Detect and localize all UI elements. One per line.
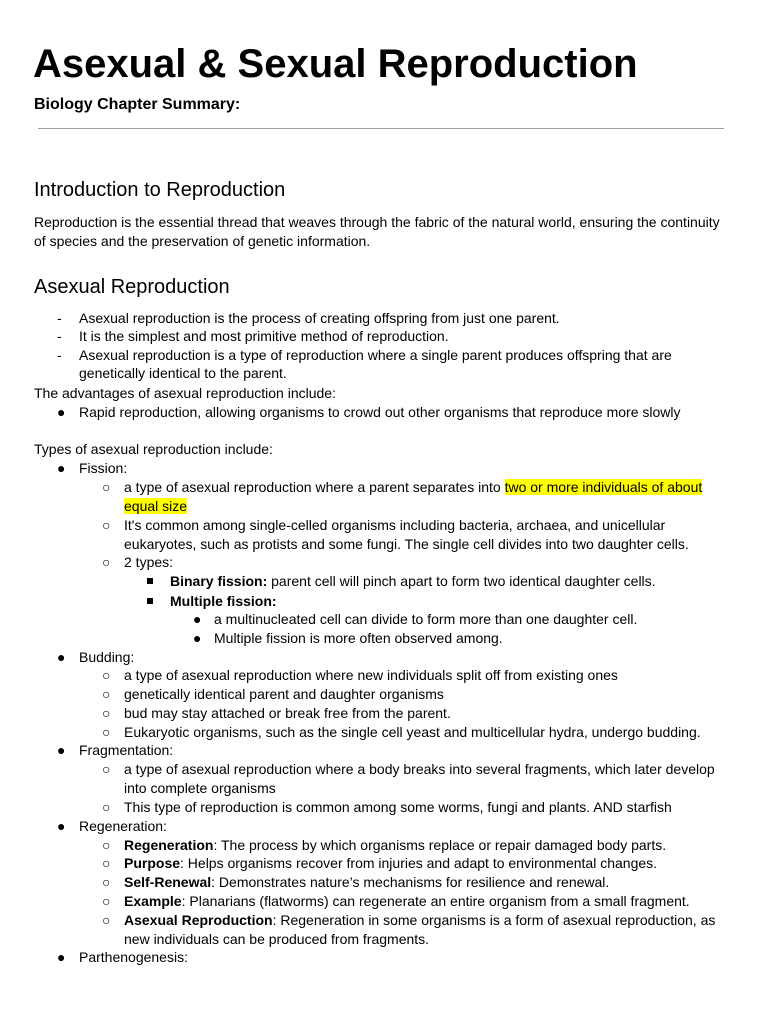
- circle-marker: ○: [102, 799, 111, 815]
- budding-item: Eukaryotic organisms, such as the single cell yeast and multicellular hydra, undergo budding.: [124, 724, 701, 740]
- budding-item: a type of asexual reproduction where new individuals split off from existing ones: [124, 667, 618, 683]
- fragmentation-item: a type of asexual reproduction where a body breaks into several fragments, which later develop: [124, 761, 715, 777]
- highlighted-text: equal size: [124, 498, 188, 514]
- dash-item-continuation: genetically identical to the parent.: [79, 365, 287, 381]
- multiple-fission-detail: a multinucleated cell can divide to form more than one daughter cell.: [214, 611, 638, 627]
- regeneration-text: : Helps organisms recover from injuries and adapt to environmental changes.: [180, 855, 658, 871]
- regeneration-label: Regeneration:: [79, 818, 167, 834]
- doc-subtitle: Biology Chapter Summary:: [34, 96, 241, 113]
- square-marker: [147, 598, 153, 604]
- dash-marker: -: [57, 328, 62, 344]
- advantages-intro: The advantages of asexual reproduction include:: [34, 385, 336, 401]
- circle-marker: ○: [102, 517, 111, 533]
- bullet-marker: ●: [57, 649, 66, 665]
- intro-paragraph: Reproduction is the essential thread that weaves through the fabric of the natural world, ensuring the continuity of species and the preservation of genetic information.: [34, 214, 720, 249]
- regeneration-item: [124, 892, 690, 911]
- regeneration-item: [124, 911, 715, 930]
- circle-marker: ○: [102, 724, 111, 740]
- fission-item-text: a type of asexual reproduction where a parent separates into: [124, 479, 505, 495]
- bullet-marker: ●: [193, 611, 202, 627]
- fission-item: 2 types:: [124, 554, 174, 570]
- regeneration-term: Self-Renewal: [124, 874, 212, 890]
- dash-item: Asexual reproduction is a type of reproduction where a single parent produces offspring that are: [79, 347, 672, 363]
- regeneration-term: Regeneration: [124, 837, 214, 853]
- fission-item: It's common among single-celled organisms including bacteria, archaea, and unicellular: [124, 517, 666, 533]
- bullet-marker: ●: [57, 404, 66, 420]
- regeneration-text: : Demonstrates nature’s mechanisms for resilience and renewal.: [211, 874, 610, 890]
- regeneration-item: [124, 836, 666, 855]
- budding-item: bud may stay attached or break free from the parent.: [124, 705, 451, 721]
- regeneration-item: [124, 873, 609, 892]
- binary-fission-text: parent cell will pinch apart to form two identical daughter cells.: [267, 573, 656, 589]
- bullet-marker: ●: [57, 949, 66, 965]
- horizontal-rule: [38, 128, 724, 129]
- fragmentation-item-continuation: into complete organisms: [124, 780, 276, 796]
- regeneration-item-continuation: new individuals can be produced from fragments.: [124, 931, 430, 947]
- bullet-marker: ●: [57, 460, 66, 476]
- bullet-marker: ●: [193, 630, 202, 646]
- highlighted-text: two or more individuals of about: [504, 479, 703, 495]
- regeneration-term: Asexual Reproduction: [124, 912, 273, 928]
- fragmentation-item: This type of reproduction is common among some worms, fungi and plants. AND starfish: [124, 799, 672, 815]
- circle-marker: ○: [102, 705, 111, 721]
- asexual-heading: Asexual Reproduction: [34, 276, 230, 298]
- circle-marker: ○: [102, 874, 111, 890]
- multiple-fission-detail: Multiple fission is more often observed among.: [214, 630, 503, 646]
- parthenogenesis-label: Parthenogenesis:: [79, 949, 188, 965]
- types-intro: Types of asexual reproduction include:: [34, 441, 273, 457]
- binary-fission-item: [170, 572, 656, 591]
- regeneration-text: : Planarians (flatworms) can regenerate an entire organism from a small fragment.: [181, 893, 690, 909]
- circle-marker: ○: [102, 686, 111, 702]
- binary-fission-label: Binary fission:: [170, 573, 268, 589]
- advantage-item: Rapid reproduction, allowing organisms to crowd out other organisms that reproduce more slowly: [79, 404, 681, 420]
- regeneration-item: [124, 854, 657, 873]
- circle-marker: ○: [102, 855, 111, 871]
- circle-marker: ○: [102, 912, 111, 928]
- budding-label: Budding:: [79, 649, 135, 665]
- dash-item: It is the simplest and most primitive method of reproduction.: [79, 328, 449, 344]
- circle-marker: ○: [102, 893, 111, 909]
- circle-marker: ○: [102, 761, 111, 777]
- budding-item: genetically identical parent and daughter organisms: [124, 686, 444, 702]
- regeneration-term: Purpose: [124, 855, 181, 871]
- regeneration-text: : The process by which organisms replace or repair damaged body parts.: [213, 837, 667, 853]
- dash-item: Asexual reproduction is the process of creating offspring from just one parent.: [79, 310, 560, 326]
- fission-item-continuation: eukaryotes, such as protists and some fungi. The single cell divides into two daughter cells.: [124, 536, 689, 552]
- circle-marker: ○: [102, 837, 111, 853]
- regeneration-text: : Regeneration in some organisms is a form of asexual reproduction, as: [272, 912, 716, 928]
- regeneration-term: Example: [124, 893, 182, 909]
- multiple-fission-label: Multiple fission:: [170, 593, 277, 609]
- dash-marker: -: [57, 310, 62, 326]
- fragmentation-label: Fragmentation:: [79, 742, 174, 758]
- bullet-marker: ●: [57, 742, 66, 758]
- multiple-fission-item: [170, 592, 277, 611]
- circle-marker: ○: [102, 554, 111, 570]
- bullet-marker: ●: [57, 818, 66, 834]
- fission-item: [124, 478, 702, 497]
- fission-item-continuation: [124, 497, 187, 516]
- square-marker: [147, 578, 153, 584]
- intro-heading: Introduction to Reproduction: [34, 179, 286, 201]
- dash-marker: -: [57, 347, 62, 363]
- circle-marker: ○: [102, 667, 111, 683]
- fission-label: Fission:: [79, 460, 128, 476]
- doc-title: Asexual & Sexual Reproduction: [33, 42, 638, 86]
- circle-marker: ○: [102, 479, 111, 495]
